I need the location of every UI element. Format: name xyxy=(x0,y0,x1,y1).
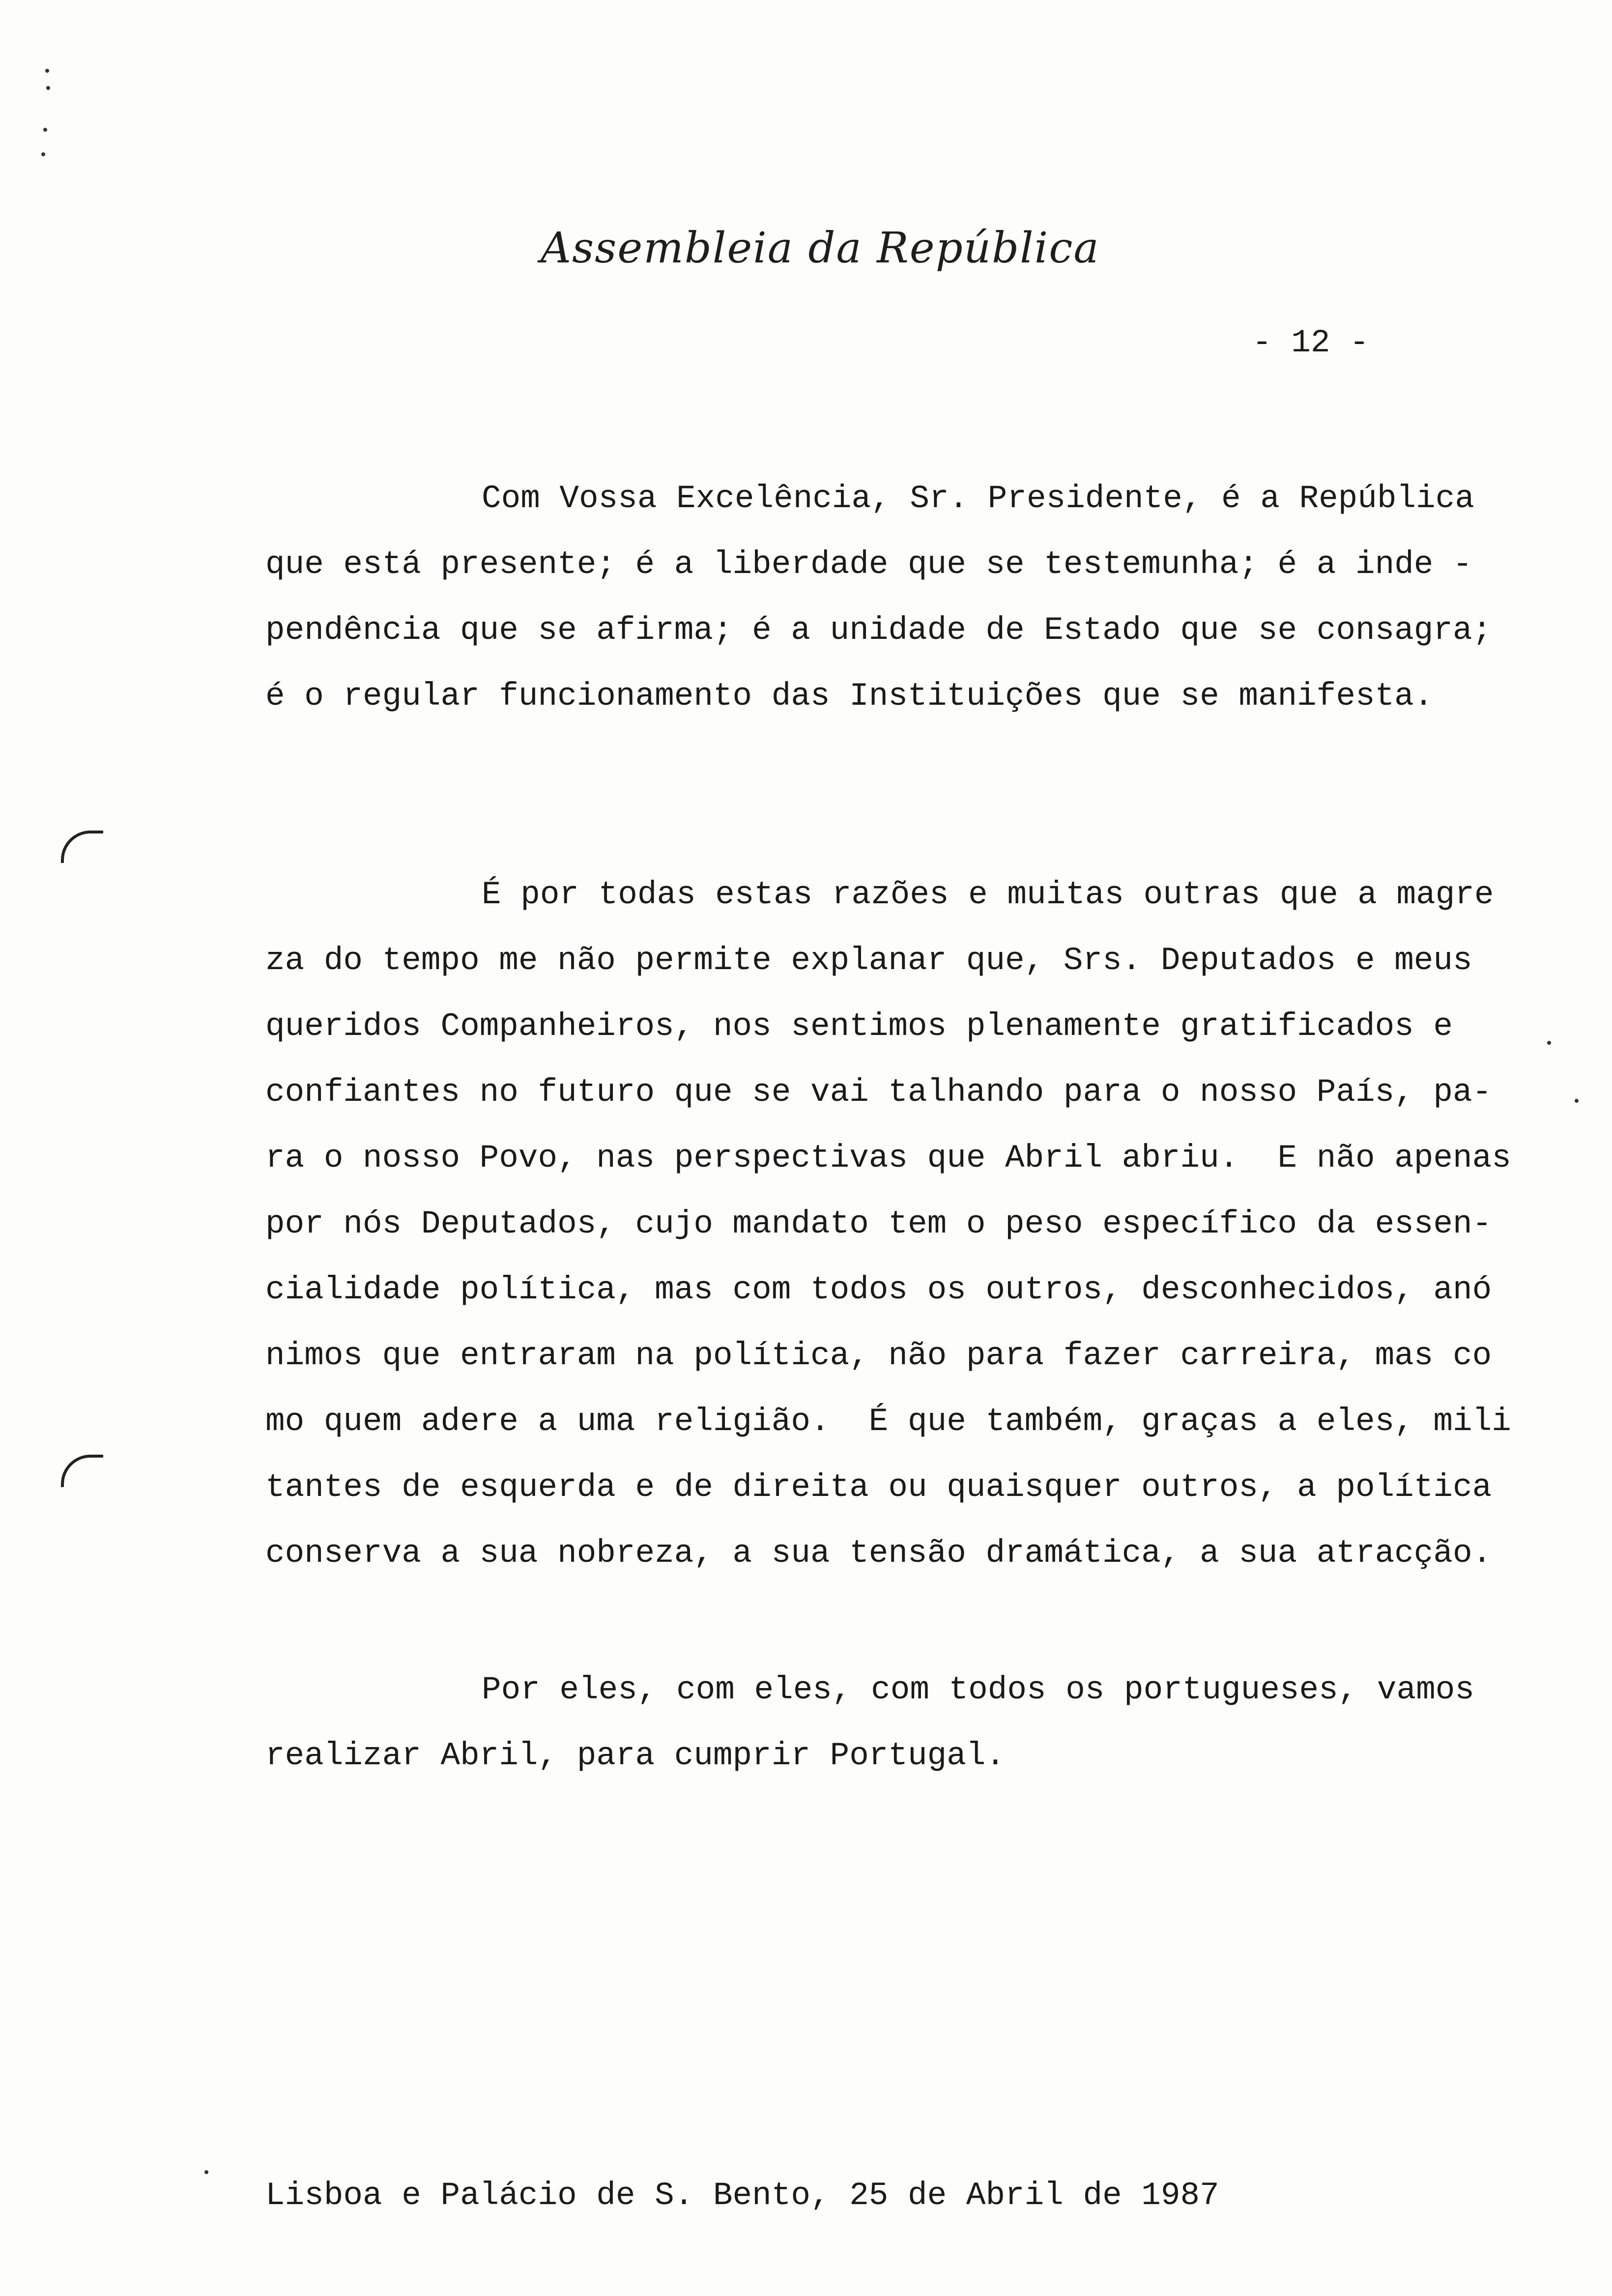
paragraph-line: za do tempo me não permite explanar que, Srs. Deputados e meus xyxy=(265,942,1472,979)
place-date-line: Lisboa e Palácio de S. Bento, 25 de Abril de 1987 xyxy=(265,2177,1219,2214)
paragraph-line: nimos que entraram na política, não para fazer carreira, mas co xyxy=(265,1337,1492,1374)
binding-mark-icon xyxy=(61,1455,103,1487)
scan-speck xyxy=(41,152,45,156)
scan-speck xyxy=(204,2170,208,2174)
paragraph-3 xyxy=(265,1657,1524,1789)
paragraph-line: conserva a sua nobreza, a sua tensão dramática, a sua atracção. xyxy=(265,1535,1492,1572)
paragraph-line: ra o nosso Povo, nas perspectivas que Abril abriu. E não apenas xyxy=(265,1140,1511,1177)
paragraph-line: É por todas estas razões e muitas outras que a magre xyxy=(482,876,1494,913)
scan-speck xyxy=(1547,1041,1551,1045)
paragraph-line: por nós Deputados, cujo mandato tem o peso específico da essen- xyxy=(265,1205,1492,1242)
paragraph-line: Com Vossa Excelência, Sr. Presidente, é a República xyxy=(482,480,1474,517)
paragraph-2 xyxy=(265,862,1524,1586)
scan-speck xyxy=(46,86,50,90)
paragraph-line: que está presente; é a liberdade que se testemunha; é a inde - xyxy=(265,546,1472,583)
paragraph-line: Por eles, com eles, com todos os portugueses, vamos xyxy=(482,1671,1474,1708)
scan-speck xyxy=(43,128,47,132)
paragraph-line: pendência que se afirma; é a unidade de Estado que se consagra; xyxy=(265,612,1492,649)
paragraph-line: confiantes no futuro que se vai talhando para o nosso País, pa- xyxy=(265,1074,1492,1111)
letterhead-title: Assembleia da República xyxy=(541,224,1100,273)
page-number: - 12 - xyxy=(1252,324,1369,361)
paragraph-line: cialidade política, mas com todos os outros, desconhecidos, anó xyxy=(265,1271,1492,1308)
paragraph-line: mo quem adere a uma religião. É que também, graças a eles, mili xyxy=(265,1403,1511,1440)
scan-speck xyxy=(1575,1099,1579,1103)
binding-mark-icon xyxy=(61,831,103,863)
paragraph-line: tantes de esquerda e de direita ou quaisquer outros, a política xyxy=(265,1469,1492,1506)
paragraph-line: realizar Abril, para cumprir Portugal. xyxy=(265,1737,1006,1774)
paragraph-line: queridos Companheiros, nos sentimos plenamente gratificados e xyxy=(265,1008,1453,1045)
paragraph-1 xyxy=(265,466,1524,729)
scan-speck xyxy=(45,69,49,73)
paragraph-line: é o regular funcionamento das Instituições que se manifesta. xyxy=(265,678,1434,715)
